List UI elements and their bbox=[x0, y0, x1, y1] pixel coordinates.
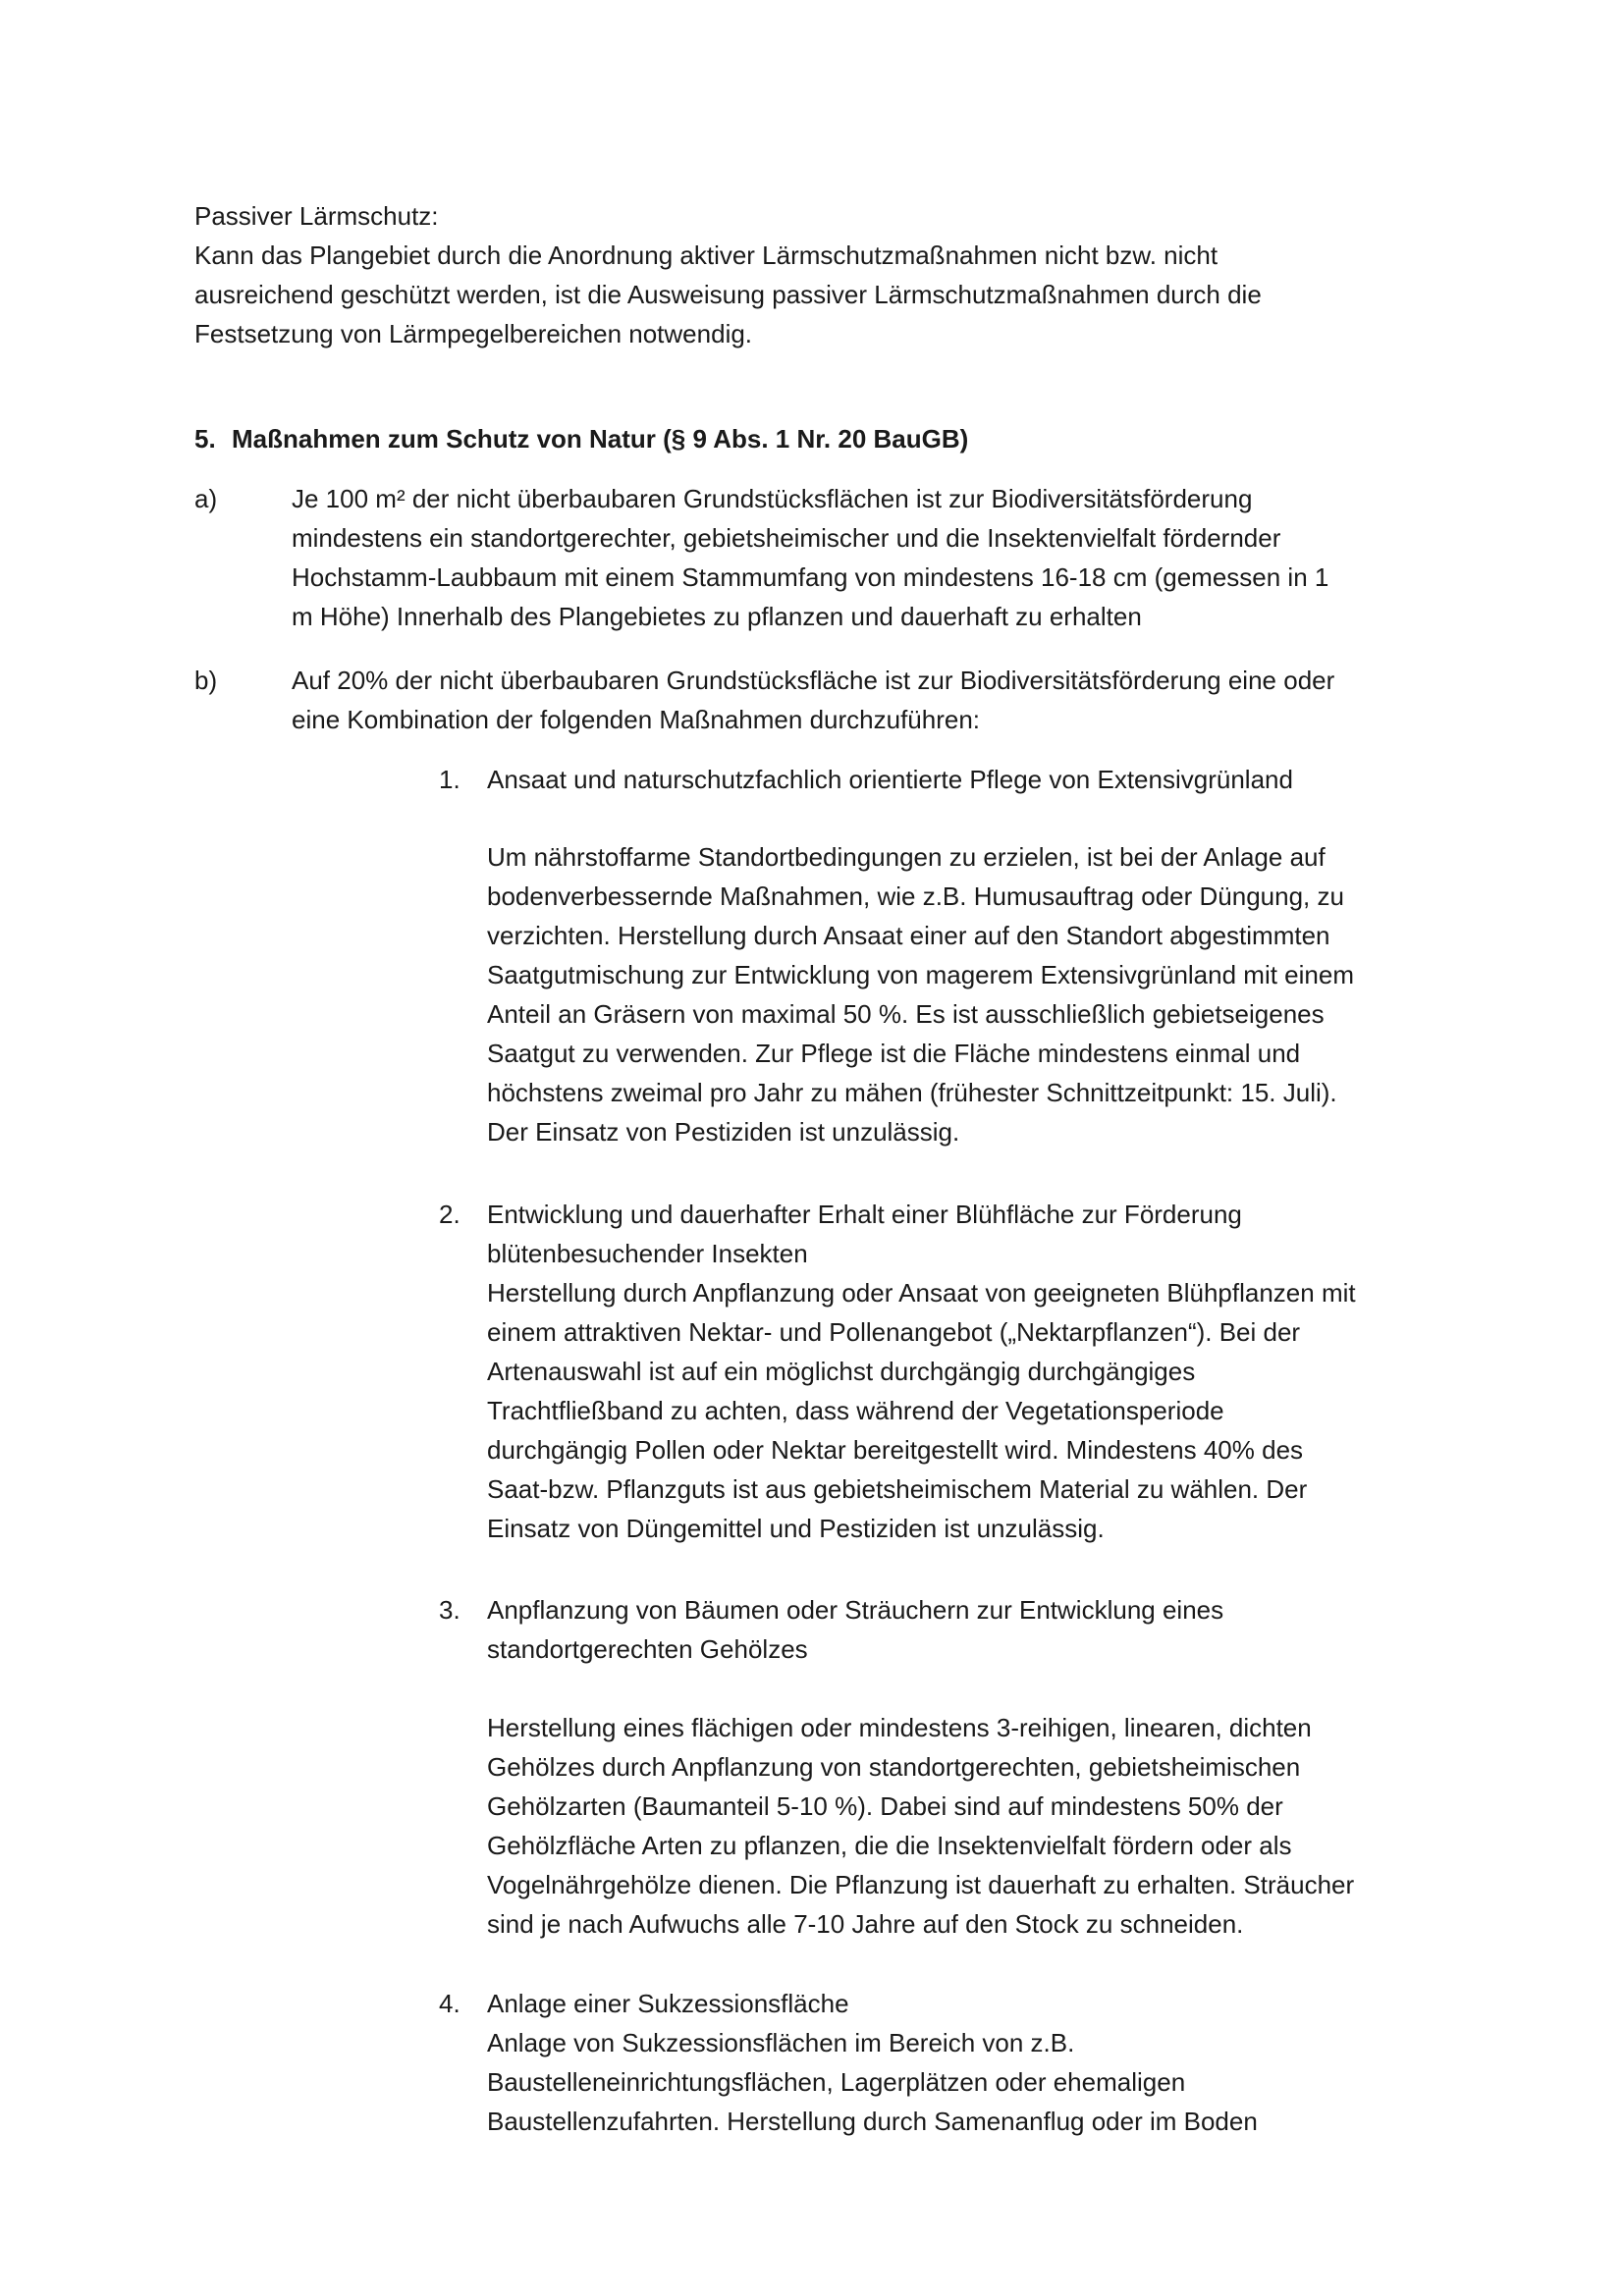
paragraph-line: Trachtfließband zu achten, dass während der Vegetationsperiode bbox=[487, 1396, 1224, 1425]
paragraph-line: Gehölzarten (Baumanteil 5-10 %). Dabei sind auf mindestens 50% der bbox=[487, 1791, 1283, 1821]
clause-a-text bbox=[292, 479, 1328, 636]
list-item-number-2: 2. bbox=[439, 1200, 460, 1229]
paragraph-line: Baustellenzufahrten. Herstellung durch Samenanflug oder im Boden bbox=[487, 2107, 1258, 2136]
clause-letter-a: a) bbox=[194, 484, 218, 513]
paragraph-line: Hochstamm-Laubbaum mit einem Stammumfang von mindestens 16-18 cm (gemessen in 1 bbox=[292, 562, 1329, 592]
paragraph-line: durchgängig Pollen oder Nektar bereitgestellt wird. Mindestens 40% des bbox=[487, 1435, 1304, 1465]
list-item-title: blütenbesuchender Insekten bbox=[487, 1239, 808, 1268]
paragraph-line: Saat-bzw. Pflanzguts ist aus gebietsheimischem Material zu wählen. Der bbox=[487, 1474, 1308, 1504]
paragraph-line: sind je nach Aufwuchs alle 7-10 Jahre auf den Stock zu schneiden. bbox=[487, 1909, 1244, 1939]
section-title: Maßnahmen zum Schutz von Natur (§ 9 Abs. 1 Nr. 20 BauGB) bbox=[232, 424, 969, 454]
paragraph-line: Artenauswahl ist auf ein möglichst durchgängig durchgängiges bbox=[487, 1357, 1196, 1386]
list-item-number-1: 1. bbox=[439, 765, 460, 794]
paragraph-line: Anteil an Gräsern von maximal 50 %. Es ist ausschließlich gebietseigenes bbox=[487, 999, 1325, 1029]
section-heading bbox=[194, 419, 968, 458]
paragraph-line: Baustelleneinrichtungsflächen, Lagerplätzen oder ehemaligen bbox=[487, 2067, 1186, 2097]
paragraph-line: bodenverbessernde Maßnahmen, wie z.B. Humusauftrag oder Düngung, zu bbox=[487, 881, 1344, 911]
list-item-title: Entwicklung und dauerhafter Erhalt einer Blühfläche zur Förderung bbox=[487, 1200, 1242, 1229]
paragraph-line: Um nährstoffarme Standortbedingungen zu erzielen, ist bei der Anlage auf bbox=[487, 842, 1326, 872]
paragraph-line: Gehölzes durch Anpflanzung von standortgerechten, gebietsheimischen bbox=[487, 1752, 1301, 1782]
passive-noise-section bbox=[194, 196, 1262, 353]
paragraph-line: verzichten. Herstellung durch Ansaat einer auf den Standort abgestimmten bbox=[487, 921, 1330, 950]
paragraph-line: höchstens zweimal pro Jahr zu mähen (frühester Schnittzeitpunkt: 15. Juli). bbox=[487, 1078, 1337, 1107]
passive-noise-title: Passiver Lärmschutz: bbox=[194, 201, 439, 231]
paragraph-line: Saatgut zu verwenden. Zur Pflege ist die Fläche mindestens einmal und bbox=[487, 1039, 1301, 1068]
list-item-title: Anpflanzung von Bäumen oder Sträuchern zur Entwicklung eines bbox=[487, 1595, 1224, 1625]
paragraph-line: einem attraktiven Nektar- und Pollenangebot („Nektarpflanzen“). Bei der bbox=[487, 1317, 1301, 1347]
list-item-title: Ansaat und naturschutzfachlich orientierte Pflege von Extensivgrünland bbox=[487, 765, 1293, 794]
paragraph-line: Festsetzung von Lärmpegelbereichen notwendig. bbox=[194, 319, 753, 348]
paragraph-line: Saatgutmischung zur Entwicklung von magerem Extensivgrünland mit einem bbox=[487, 960, 1354, 989]
paragraph-line: m Höhe) Innerhalb des Plangebietes zu pflanzen und dauerhaft zu erhalten bbox=[292, 602, 1142, 631]
paragraph-line: Anlage von Sukzessionsflächen im Bereich von z.B. bbox=[487, 2028, 1075, 2057]
list-item-title: standortgerechten Gehölzes bbox=[487, 1634, 808, 1664]
paragraph-line: eine Kombination der folgenden Maßnahmen durchzuführen: bbox=[292, 705, 981, 734]
paragraph-line: Herstellung eines flächigen oder mindestens 3-reihigen, linearen, dichten bbox=[487, 1713, 1312, 1742]
paragraph-line: Je 100 m² der nicht überbaubaren Grundstücksflächen ist zur Biodiversitätsförderung bbox=[292, 484, 1253, 513]
list-item-number-3: 3. bbox=[439, 1595, 460, 1625]
section-number: 5. bbox=[194, 424, 216, 454]
paragraph-line: Einsatz von Düngemittel und Pestiziden ist unzulässig. bbox=[487, 1514, 1105, 1543]
list-item-number-4: 4. bbox=[439, 1989, 460, 2018]
clause-letter-b: b) bbox=[194, 666, 218, 695]
list-item-2 bbox=[487, 1195, 1356, 1548]
list-item-3-body bbox=[487, 1708, 1354, 1944]
paragraph-line: Gehölzfläche Arten zu pflanzen, die die Insektenvielfalt fördern oder als bbox=[487, 1831, 1292, 1860]
paragraph-line: Herstellung durch Anpflanzung oder Ansaat von geeigneten Blühpflanzen mit bbox=[487, 1278, 1356, 1308]
list-item-title: Anlage einer Sukzessionsfläche bbox=[487, 1989, 849, 2018]
paragraph-line: Kann das Plangebiet durch die Anordnung aktiver Lärmschutzmaßnahmen nicht bzw. nicht bbox=[194, 240, 1218, 270]
list-item-1 bbox=[487, 760, 1293, 799]
list-item-4 bbox=[487, 1984, 1258, 2141]
list-item-3 bbox=[487, 1590, 1223, 1669]
clause-b-text bbox=[292, 661, 1334, 739]
paragraph-line: ausreichend geschützt werden, ist die Ausweisung passiver Lärmschutzmaßnahmen durch die bbox=[194, 280, 1262, 309]
paragraph-line: Der Einsatz von Pestiziden ist unzulässig. bbox=[487, 1117, 960, 1147]
list-item-1-body bbox=[487, 837, 1354, 1151]
paragraph-line: mindestens ein standortgerechter, gebietsheimischer und die Insektenvielfalt fördernder bbox=[292, 523, 1281, 553]
paragraph-line: Auf 20% der nicht überbaubaren Grundstücksfläche ist zur Biodiversitätsförderung eine oder bbox=[292, 666, 1335, 695]
paragraph-line: Vogelnährgehölze dienen. Die Pflanzung ist dauerhaft zu erhalten. Sträucher bbox=[487, 1870, 1355, 1899]
